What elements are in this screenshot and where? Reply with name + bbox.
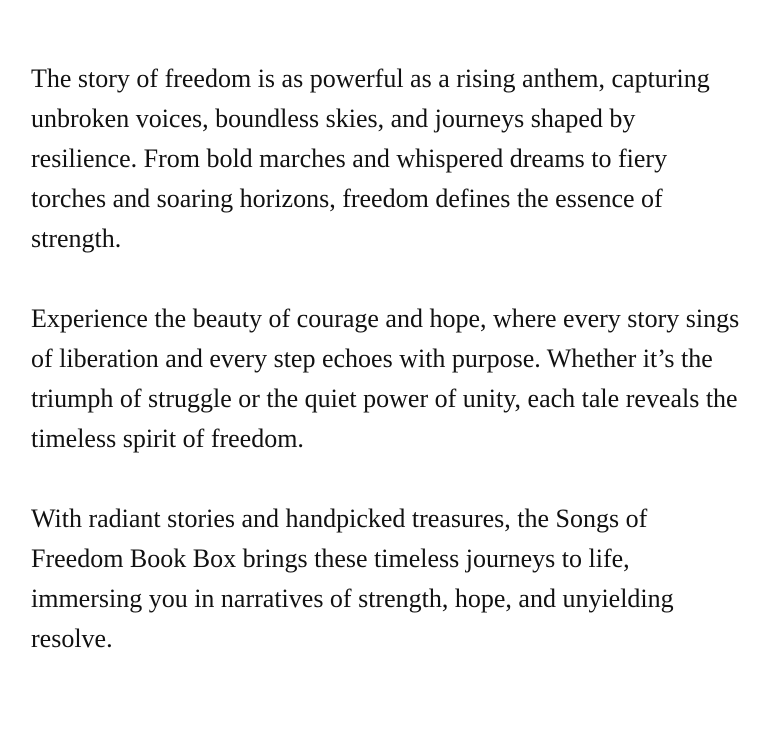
paragraph-freedom-intro: The story of freedom is as powerful as a rising anthem, capturing unbroken voices, boundless skies, and journeys shaped by resilience. From bold marches and whispered dreams to fiery torches and soaring horizons, freedom defines the essence of strength. <box>31 64 710 253</box>
paragraph-courage-hope: Experience the beauty of courage and hope, where every story sings of liberation and every step echoes with purpose. Whether it’s the triumph of struggle or the quiet power of unity, each tale reveals the timeless spirit of freedom. <box>31 304 740 453</box>
body-text <box>31 59 746 659</box>
paragraph-book-box: With radiant stories and handpicked treasures, the Songs of Freedom Book Box brings these timeless journeys to life, immersing you in narratives of strength, hope, and unyielding resolve. <box>31 504 674 653</box>
